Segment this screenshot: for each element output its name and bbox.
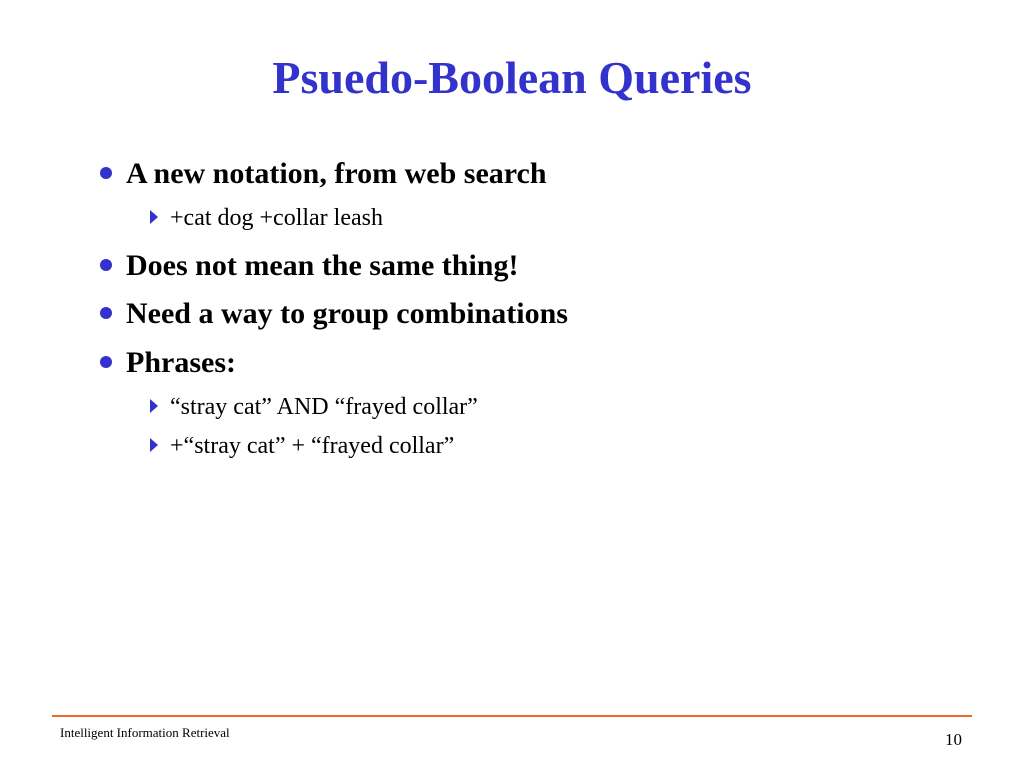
- triangle-bullet-icon: [150, 210, 158, 224]
- sub-bullet-text: +“stray cat” + “frayed collar”: [170, 433, 455, 459]
- bullet-dot-icon: [100, 167, 112, 179]
- sub-bullet-text: “stray cat” AND “frayed collar”: [170, 394, 478, 420]
- bullet-text: Need a way to group combinations: [126, 297, 568, 330]
- bullet-dot-icon: [100, 356, 112, 368]
- page-number: 10: [945, 730, 962, 749]
- bullet-dot-icon: [100, 259, 112, 271]
- bullet-text: Phrases:: [126, 346, 236, 379]
- triangle-bullet-icon: [150, 438, 158, 452]
- slide-title: Psuedo-Boolean Queries: [272, 52, 752, 103]
- triangle-bullet-icon: [150, 399, 158, 413]
- footer-text: Intelligent Information Retrieval: [60, 725, 230, 740]
- bullet-text: A new notation, from web search: [126, 157, 547, 190]
- footer-divider: [52, 715, 972, 717]
- bullet-text: Does not mean the same thing!: [126, 249, 519, 282]
- bullet-dot-icon: [100, 307, 112, 319]
- sub-bullet-text: +cat dog +collar leash: [170, 205, 383, 231]
